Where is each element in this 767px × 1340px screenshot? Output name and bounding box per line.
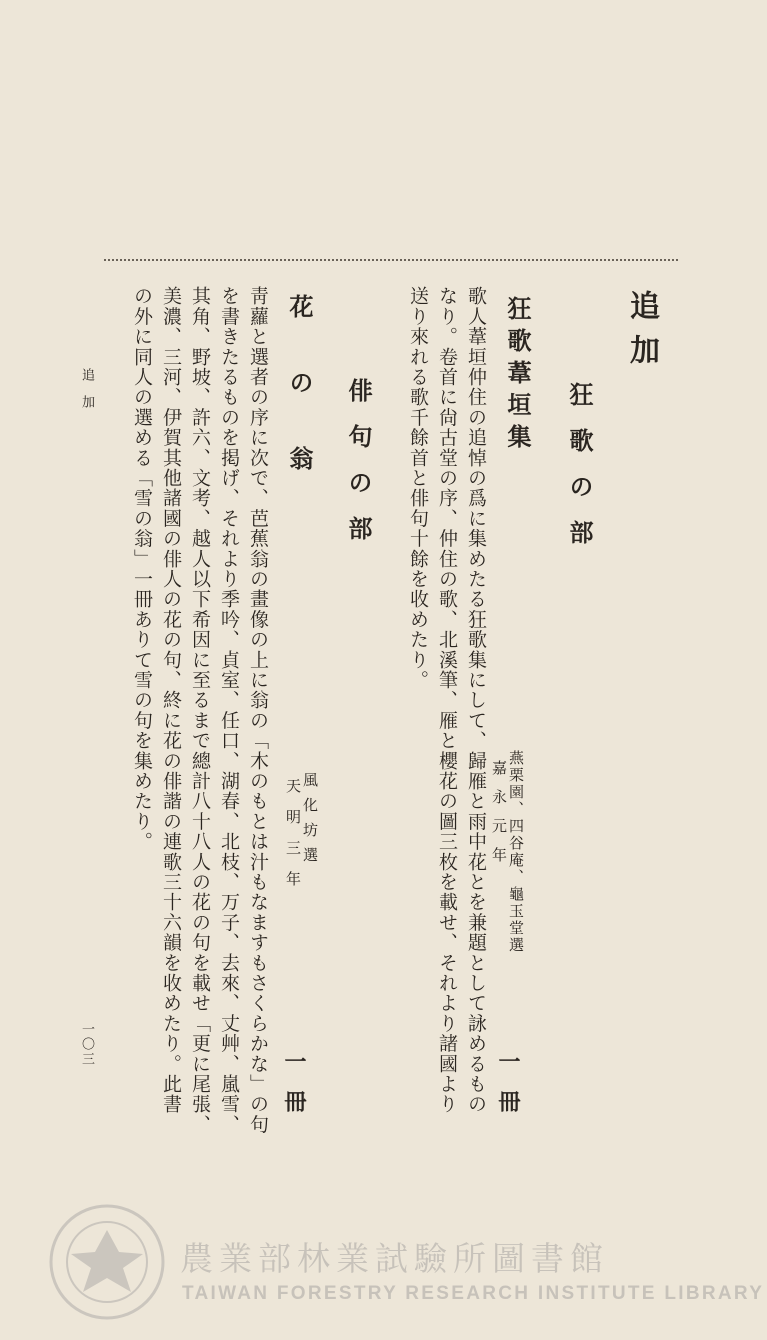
section-title-haiku: 俳句の部: [344, 378, 373, 562]
description-haiku-line-2: を書きたるものを掲げ、それより季吟、貞室、任口、湖春、北枝、万子、去來、丈艸、嵐雪、: [218, 286, 240, 1135]
book-title-kyoka: 狂歌葦垣集: [503, 296, 532, 456]
description-haiku-line-3: 其角、野坡、許六、文考、越人以下希因に至るまで總計八十八人の花の句を載せ「更に尾張、: [189, 286, 211, 1135]
watermark-library-name-en: TAIWAN FORESTRY RESEARCH INSTITUTE LIBRARY: [182, 1283, 765, 1304]
description-haiku-line-4: 美濃、三河、伊賀其他諸國の俳人の花の句、終に花の俳諧の連歌三十六韻を收めたり。此書: [160, 286, 182, 1115]
description-kyoka-line-3: 送り來れる歌千餘首と俳句十餘を收めたり。: [407, 286, 429, 690]
compilers-kyoka: 燕栗園、四谷庵、龜玉堂選: [507, 750, 525, 954]
header-divider-rule: [104, 259, 678, 261]
watermark-library-name-zh: 農業部林業試驗所圖書館: [180, 1239, 609, 1278]
description-haiku-line-5: の外に同人の選める「雪の翁」一冊ありて雪の句を集めたり。: [131, 286, 153, 852]
description-kyoka-line-1: 歌人葦垣仲住の追悼の爲に集めたる狂歌集にして、歸雁と雨中花とを兼題として詠めるもの: [465, 286, 487, 1115]
section-title-kyoka: 狂歌の部: [565, 382, 594, 566]
page-number: 一〇三: [79, 1022, 94, 1067]
count-haiku: 一冊: [281, 1050, 307, 1130]
library-seal-icon: [47, 1202, 167, 1322]
chapter-heading: 追加: [624, 290, 659, 378]
compiler-haiku: 風化坊選: [301, 772, 319, 872]
description-kyoka-line-2: なり。卷首に尙古堂の序、仲住の歌、北溪筆、雁と櫻花の圖三枚を載せ、それより諸國より: [436, 286, 458, 1115]
count-kyoka: 一冊: [495, 1050, 521, 1130]
date-haiku: 天明三年: [284, 778, 302, 902]
date-kyoka: 嘉永元年: [490, 760, 508, 876]
book-title-haiku: 花の翁: [285, 294, 314, 522]
running-title: 追加: [79, 368, 94, 422]
description-haiku-line-1: 靑蘿と選者の序に次で、芭蕉翁の畫像の上に翁の「木のもとは汁もなますもさくらかな」の句: [247, 286, 269, 1135]
